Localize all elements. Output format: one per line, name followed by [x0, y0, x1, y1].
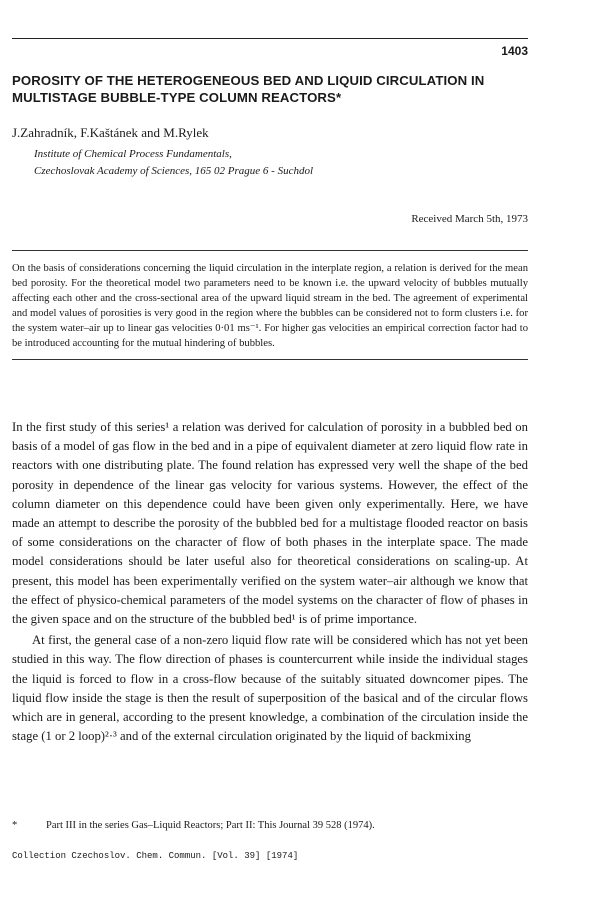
- journal-citation: Collection Czechoslov. Chem. Commun. [Vol. 39] [1974]: [12, 851, 299, 861]
- received-date: Received March 5th, 1973: [411, 213, 528, 225]
- footnote: [12, 820, 528, 831]
- footnote-text: Part III in the series Gas–Liquid Reactors; Part II: This Journal 39 528 (1974).: [46, 820, 375, 831]
- paragraph-2: At first, the general case of a non-zero liquid flow rate will be considered which has not yet been studied in this way. The flow direction of phases is countercurrent while inside the individual stages the liquid is forced to flow in a cross-flow because of the suitably situated downcomer pipes. The liquid flow inside the stage is then the result of superposition of the basical and of the circular flows which are in general, according to the present knowledge, a combination of the circulation inside the stage (1 or 2 loop)²·³ and of the external circulation originated by the liquid of backmixing: [12, 633, 528, 744]
- affiliation: [34, 146, 313, 180]
- affiliation-line-1: Institute of Chemical Process Fundamentals,: [34, 148, 232, 160]
- abstract-text: On the basis of considerations concerning the liquid circulation in the interplate region, a relation is derived for the mean bed porosity. For the theoretical model two parameters need to be known i.e. the upward velocity of bubbles mutually affecting each other and the cross-sectional area of the upward liquid stream in the bed. The agreement of experimental and model values of porosities is very good in the region where the bubbles can be considered not to form clusters i.e. for the system water–air up to linear gas velocities 0·01 ms⁻¹. For higher gas velocities an empirical correction factor had to be introduced accounting for the mutual hindering of bubbles.: [12, 263, 528, 349]
- header-rule: [12, 38, 528, 39]
- page-number: 1403: [501, 44, 528, 58]
- abstract: [12, 250, 528, 360]
- paragraph-1: In the first study of this series¹ a relation was derived for calculation of porosity in a bubbled bed on basis of a model of gas flow in the bed and in a pipe of equivalent diameter at zero liquid flow rate in reactors with one distributing plate. The found relation has expressed very well the shape of the bed porosity in dependence of the linear gas velocity for various systems. However, the effect of the column diameter on this dependence could have been given only experimentally. Here, we have made an attempt to describe the porosity of the bubbled bed for a multistage flooded reactor on basis of some considerations on the character of flow of both phases in the interplate space. The made model considerations should be later useful also for theoretical considerations on scaling-up. At present, this model has been experimentally verified on the system water–air although we know that the effect of physico-chemical parameters of the model systems on the character of flow of phases in the given space and on the structure of the bubbled bed¹ is of prime importance.: [12, 420, 528, 627]
- body-text: [12, 418, 528, 748]
- footnote-mark: *: [12, 820, 18, 831]
- affiliation-line-2: Czechoslovak Academy of Sciences, 165 02 Prague 6 - Suchdol: [34, 165, 314, 177]
- article-title: POROSITY OF THE HETEROGENEOUS BED AND LIQUID CIRCULATION IN MULTISTAGE BUBBLE-TYPE COLUMN REACTORS*: [12, 73, 485, 105]
- authors: J.Zahradník, F.Kaštánek and M.Rylek: [12, 125, 209, 140]
